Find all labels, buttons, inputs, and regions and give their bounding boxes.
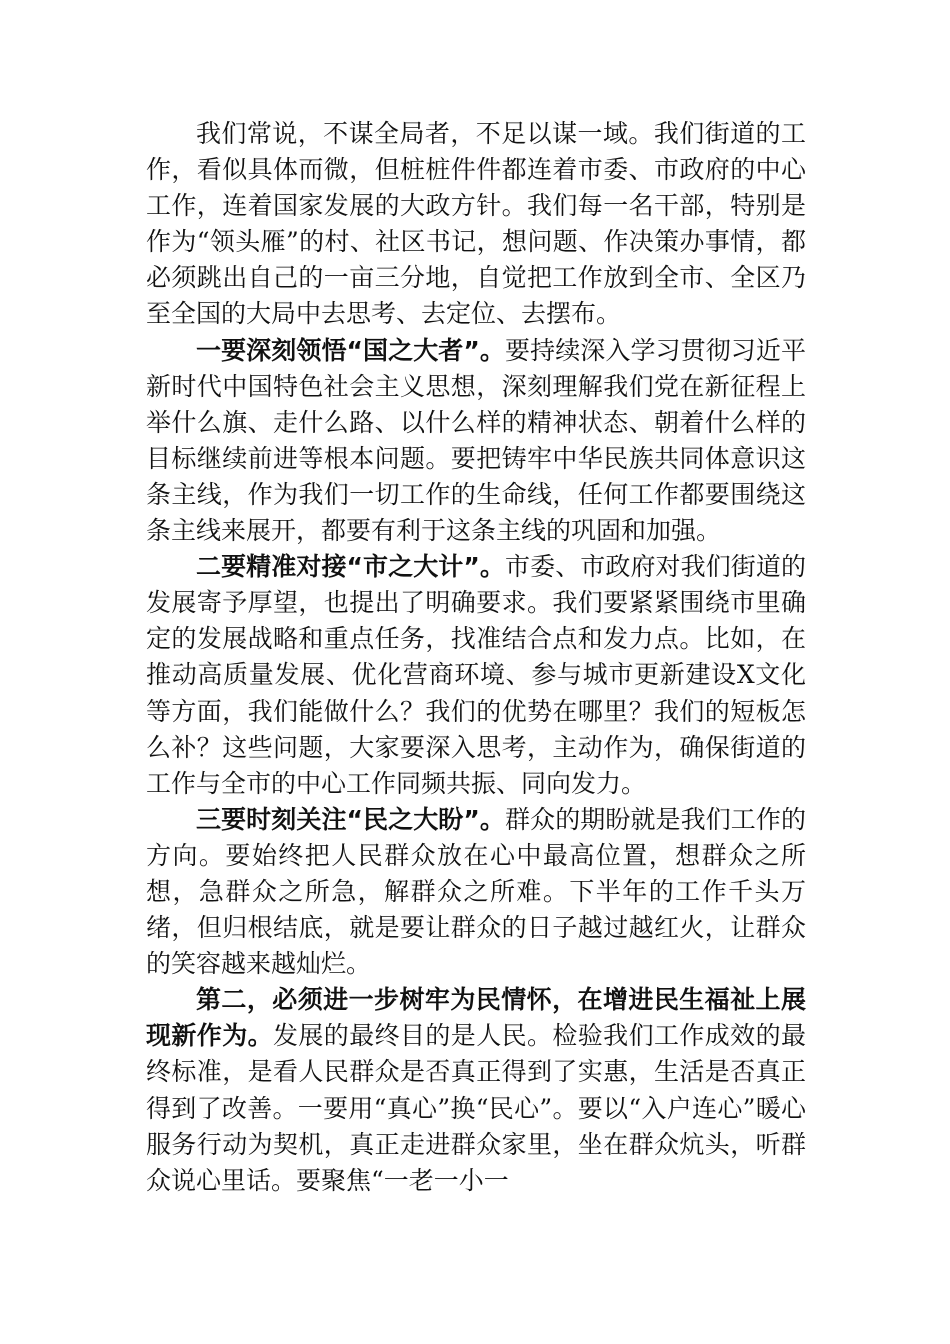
paragraph-point-three — [146, 802, 806, 982]
document-page — [146, 116, 806, 1199]
paragraph-intro — [146, 116, 806, 333]
paragraph-point-two-text: 市委、市政府对我们街道的发展寄予厚望，也提出了明确要求。我们要紧紧围绕市里确定的发展战略和重点任务，找准结合点和发力点。比如，在推动高质量发展、优化营商环境、参与城市更新建设X文化等方面，我们能做什么？我们的优势在哪里？我们的短板怎么补？这些问题，大家要深入思考，主动作为，确保街道的工作与全市的中心工作同频共振、同向发力。 — [146, 552, 806, 798]
paragraph-point-three-text: 群众的期盼就是我们工作的方向。要始终把人民群众放在心中最高位置，想群众之所想，急群众之所急，解群众之所难。下半年的工作千头万绪，但归根结底，就是要让群众的日子越过越红火，让群众的笑容越来越灿烂。 — [146, 804, 806, 979]
section-two-heading: 第二，必须进一步树牢为民情怀，在增进民生福祉上展现新作为。 — [146, 985, 806, 1051]
paragraph-point-two — [146, 549, 806, 802]
paragraph-point-three-lead: 三要时刻关注“民之大盼”。 — [196, 804, 506, 834]
paragraph-section-two-text: 发展的最终目的是人民。检验我们工作成效的最终标准，是看人民群众是否真正得到了实惠，生活是否真正得到了改善。一要用“真心”换“民心”。要以“入户连心”暖心服务行动为契机，真正走进群众家里，坐在群众炕头，听群众说心里话。要聚焦“一老一小一 — [146, 1021, 806, 1195]
paragraph-point-one — [146, 333, 806, 550]
paragraph-point-two-lead: 二要精准对接“市之大计”。 — [196, 552, 506, 582]
paragraph-intro-text: 我们常说，不谋全局者，不足以谋一域。我们街道的工作，看似具体而微，但桩桩件件都连着市委、市政府的中心工作，连着国家发展的大政方针。我们每一名干部，特别是作为“领头雁”的村、社区书记，想问题、作决策办事情，都必须跳出自己的一亩三分地，自觉把工作放到全市、全区乃至全国的大局中去思考、去定位、去摆布。 — [146, 119, 806, 329]
paragraph-point-one-lead: 一要深刻领悟“国之大者”。 — [196, 335, 506, 365]
paragraph-point-one-text: 要持续深入学习贯彻习近平新时代中国特色社会主义思想，深刻理解我们党在新征程上举什么旗、走什么路、以什么样的精神状态、朝着什么样的目标继续前进等根本问题。要把铸牢中华民族共同体意识这条主线，作为我们一切工作的生命线，任何工作都要围绕这条主线来展开，都要有利于这条主线的巩固和加强。 — [146, 335, 806, 546]
paragraph-section-two — [146, 982, 806, 1199]
